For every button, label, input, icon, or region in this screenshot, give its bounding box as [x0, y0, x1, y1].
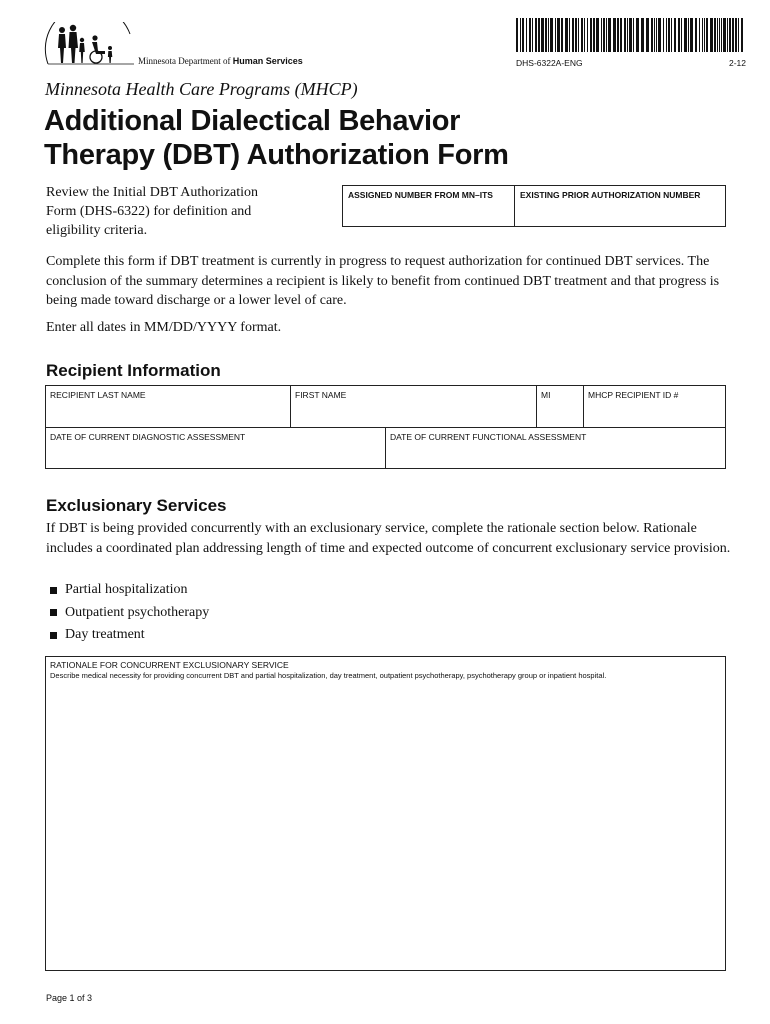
barcode-bar — [603, 18, 605, 52]
barcode-bar — [516, 18, 518, 52]
barcode-bar — [710, 18, 713, 52]
form-revision: 2-12 — [728, 58, 746, 68]
barcode-bar — [624, 18, 626, 52]
barcode-bar — [584, 18, 585, 52]
barcode-bar — [633, 18, 634, 52]
barcode-bar — [663, 18, 664, 52]
list-item-label: Outpatient psychotherapy — [65, 604, 210, 620]
exclusionary-services-heading: Exclusionary Services — [46, 496, 227, 515]
barcode-bar — [522, 18, 524, 52]
family-figures-logo-icon — [44, 22, 136, 68]
barcode-bar — [706, 18, 708, 52]
barcode-bar — [601, 18, 602, 52]
barcode-bar — [651, 18, 653, 52]
barcode-bar — [688, 18, 689, 52]
barcode-bar — [561, 18, 563, 52]
intro-text: Review the Initial DBT Authorization Form (DHS-6322) for definition and eligibility criteria. — [46, 185, 259, 238]
barcode-bar — [690, 18, 693, 52]
barcode-bar — [723, 18, 726, 52]
barcode-bar — [714, 18, 716, 52]
square-bullet-icon — [50, 609, 57, 616]
barcode-bar — [668, 18, 670, 52]
barcode-bar — [590, 18, 592, 52]
page-title — [44, 104, 604, 172]
barcode-bar — [684, 18, 687, 52]
barcode-bar — [535, 18, 537, 52]
barcode-bar — [587, 18, 588, 52]
agency-name — [138, 56, 303, 66]
rationale-text-area[interactable] — [45, 656, 726, 971]
list-item — [48, 579, 209, 602]
recipient-last-name-field[interactable]: RECIPIENT LAST NAME — [46, 386, 291, 427]
barcode-bar — [545, 18, 547, 52]
barcode-bar — [704, 18, 705, 52]
list-item — [48, 624, 209, 647]
barcode-bar — [627, 18, 628, 52]
barcode-bar — [557, 18, 560, 52]
date-format-note: Enter all dates in MM/DD/YYYY format. — [46, 320, 282, 335]
barcode-bar — [658, 18, 661, 52]
barcode-bar — [719, 18, 720, 52]
authorization-number-box — [342, 185, 726, 227]
mhcp-recipient-id-field[interactable]: MHCP RECIPIENT ID # — [588, 390, 679, 400]
first-name-field[interactable]: FIRST NAME — [291, 386, 537, 427]
barcode-bar — [538, 18, 540, 52]
barcode-bar — [575, 18, 577, 52]
barcode-bar — [654, 18, 655, 52]
barcode-bar — [738, 18, 739, 52]
form-code: DHS-6322A-ENG — [516, 58, 583, 68]
recipient-information-table — [45, 385, 726, 469]
diagnostic-assessment-date-field[interactable]: DATE OF CURRENT DIAGNOSTIC ASSESSMENT — [46, 428, 386, 468]
exclusionary-services-list — [48, 579, 209, 647]
recipient-row-2 — [46, 427, 725, 468]
recipient-row-1 — [46, 386, 725, 427]
barcode-bar — [569, 18, 570, 52]
barcode-bar — [646, 18, 649, 52]
barcode-bar — [732, 18, 734, 52]
barcode-bar — [741, 18, 743, 52]
barcode-bar — [735, 18, 737, 52]
functional-assessment-date-field[interactable]: DATE OF CURRENT FUNCTIONAL ASSESSMENT — [390, 432, 587, 442]
barcode-bar — [529, 18, 531, 52]
barcode-bar — [608, 18, 611, 52]
page-number: Page 1 of 3 — [46, 993, 93, 1003]
title-line-1: Additional Dialectical Behavior — [44, 105, 461, 137]
barcode-bar — [613, 18, 616, 52]
rationale-label: RATIONALE FOR CONCURRENT EXCLUSIONARY SERVICE — [50, 660, 289, 670]
barcode-bar — [520, 18, 521, 52]
barcode-bar — [636, 18, 639, 52]
barcode-bar — [555, 18, 556, 52]
barcode-bar — [541, 18, 544, 52]
title-line-2: Therapy (DBT) Authorization Form — [44, 139, 509, 171]
barcode-bar — [678, 18, 680, 52]
square-bullet-icon — [50, 632, 57, 639]
barcode-bar — [666, 18, 667, 52]
instructions-paragraph: Complete this form if DBT treatment is currently in progress to request authorization for continued DBT services. The conclusion of the summary determines a recipient is likely to benefit from continued DBT treatment and that progress is being made toward discharge or a lower level of care. — [46, 254, 720, 308]
barcode-bar — [606, 18, 607, 52]
list-item-label: Partial hospitalization — [65, 582, 188, 598]
barcode-icon — [516, 18, 745, 52]
rationale-description: Describe medical necessity for providing concurrent DBT and partial hospitalization, day treatment, outpatient psychotherapy, psychotherapy group or inpatient hospital. — [50, 671, 607, 680]
barcode-bar — [717, 18, 718, 52]
barcode-bar — [620, 18, 622, 52]
barcode-bar — [572, 18, 574, 52]
barcode-bar — [565, 18, 568, 52]
recipient-information-heading: Recipient Information — [46, 361, 221, 380]
barcode-bar — [641, 18, 644, 52]
exclusionary-services-text: If DBT is being provided concurrently with an exclusionary service, complete the rationale section below. Rationale includes a coordinated plan addressing length of time and expected outcome of concurrent exclusionary service provision. — [46, 521, 731, 556]
barcode-bar — [702, 18, 703, 52]
barcode-bar — [727, 18, 728, 52]
barcode-bar — [695, 18, 697, 52]
barcode-bar — [681, 18, 682, 52]
program-subtitle: Minnesota Health Care Programs (MHCP) — [45, 79, 358, 99]
agency-prefix: Minnesota Department of — [138, 56, 231, 66]
barcode-bar — [532, 18, 533, 52]
barcode-bar — [629, 18, 632, 52]
barcode-bar — [526, 18, 527, 52]
barcode-bar — [617, 18, 619, 52]
barcode-bar — [596, 18, 599, 52]
middle-initial-field[interactable]: MI — [537, 386, 584, 427]
square-bullet-icon — [50, 587, 57, 594]
barcode-bar — [699, 18, 700, 52]
barcode-bar — [671, 18, 672, 52]
existing-prior-authorization-field[interactable]: EXISTING PRIOR AUTHORIZATION NUMBER — [520, 190, 701, 200]
barcode-bar — [656, 18, 657, 52]
agency-bold: Human Services — [232, 56, 303, 66]
barcode-bar — [550, 18, 553, 52]
barcode-bar — [548, 18, 549, 52]
list-item-label: Day treatment — [65, 627, 145, 643]
barcode-bar — [578, 18, 579, 52]
barcode-bar — [729, 18, 731, 52]
barcode-bar — [721, 18, 722, 52]
barcode-bar — [593, 18, 595, 52]
list-item — [48, 602, 209, 625]
barcode-bar — [581, 18, 583, 52]
barcode-bar — [674, 18, 676, 52]
assigned-number-field[interactable]: ASSIGNED NUMBER FROM MN–ITS — [343, 186, 515, 226]
